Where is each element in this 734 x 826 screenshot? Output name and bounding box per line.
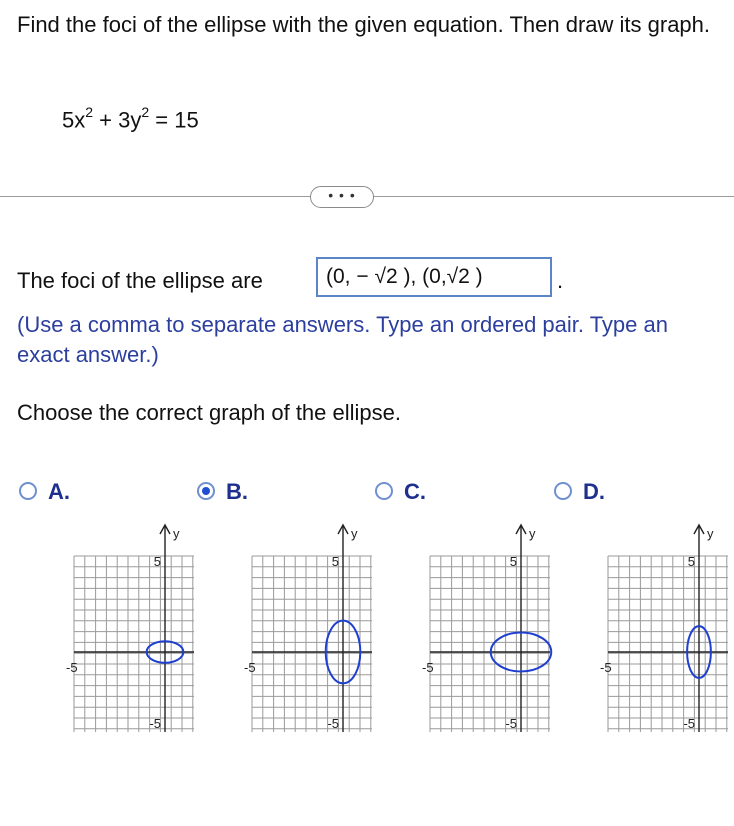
x-tick-left: -5 bbox=[600, 660, 612, 675]
graph-b[interactable] bbox=[236, 522, 376, 752]
graph-d[interactable] bbox=[592, 522, 732, 752]
y-tick-top: 5 bbox=[509, 554, 517, 569]
y-axis-label: y bbox=[173, 526, 180, 541]
y-tick-top: 5 bbox=[153, 554, 161, 569]
option-b-label[interactable]: B. bbox=[226, 479, 248, 504]
answer-hint: (Use a comma to separate answers. Type an ordered pair. Type an exact answer.) bbox=[17, 312, 668, 367]
y-axis-label: y bbox=[707, 526, 714, 541]
y-tick-bottom: -5 bbox=[505, 716, 517, 731]
graph-a[interactable] bbox=[58, 522, 198, 752]
foci-answer-field[interactable]: (0, − √2 ), (0,√2 ) bbox=[316, 257, 552, 297]
y-tick-top: 5 bbox=[331, 554, 339, 569]
more-button[interactable]: • • • bbox=[310, 186, 374, 208]
equation: $5x^2 + 3y^2 = 15$ bbox=[62, 104, 199, 133]
y-axis-label: y bbox=[351, 526, 358, 541]
option-a-radio[interactable] bbox=[19, 482, 37, 500]
option-d-label[interactable]: D. bbox=[583, 479, 605, 504]
graph-prompt: Choose the correct graph of the ellipse. bbox=[17, 400, 402, 425]
y-tick-bottom: -5 bbox=[149, 716, 161, 731]
option-d-radio[interactable] bbox=[554, 482, 572, 500]
y-axis-label: y bbox=[529, 526, 536, 541]
y-tick-bottom: -5 bbox=[327, 716, 339, 731]
option-b-radio[interactable] bbox=[197, 482, 215, 500]
radio-selected-dot bbox=[202, 487, 210, 495]
option-c-radio[interactable] bbox=[375, 482, 393, 500]
x-tick-left: -5 bbox=[244, 660, 256, 675]
option-c-label[interactable]: C. bbox=[404, 479, 426, 504]
x-tick-left: -5 bbox=[422, 660, 434, 675]
x-tick-left: -5 bbox=[66, 660, 78, 675]
question-text: Find the foci of the ellipse with the given equation. Then draw its graph. bbox=[17, 12, 711, 37]
option-a-label[interactable]: A. bbox=[48, 479, 70, 504]
foci-label: The foci of the ellipse are bbox=[17, 268, 263, 293]
graph-c[interactable] bbox=[414, 522, 554, 752]
y-tick-bottom: -5 bbox=[683, 716, 695, 731]
foci-period: . bbox=[557, 268, 564, 293]
y-tick-top: 5 bbox=[687, 554, 695, 569]
